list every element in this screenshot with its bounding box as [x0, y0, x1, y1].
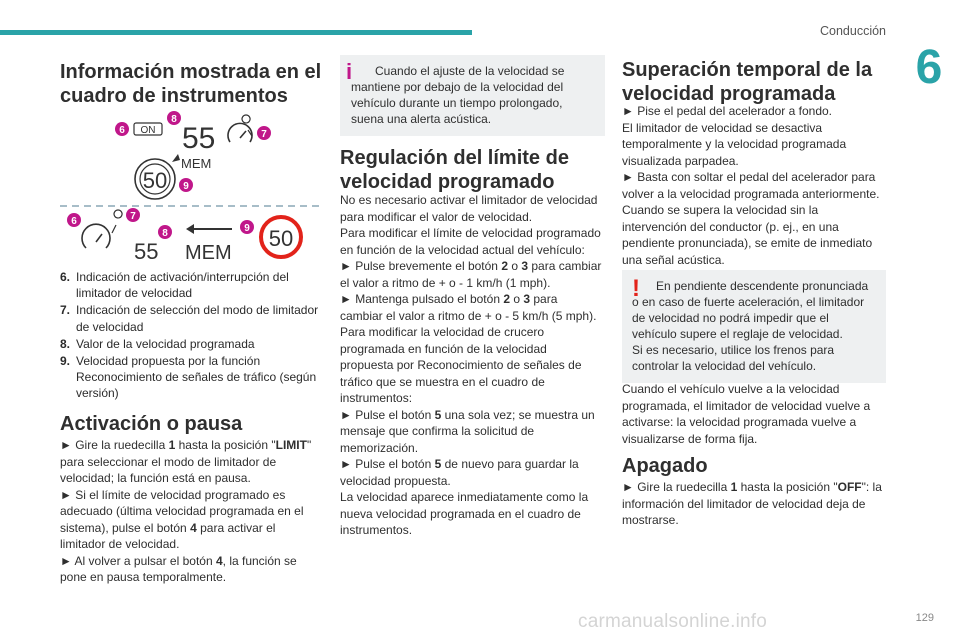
regulation-heading: Regulación del límite de velocidad programado: [340, 147, 569, 193]
callout-9-top: [179, 178, 193, 192]
arrow-icon: [186, 224, 232, 234]
paragraph: Cuando el vehículo vuelve a la velocidad programada, el limitador de velocidad vuelve a activarse: la velocidad programada vuelve a visualizarse de forma fija.: [622, 382, 871, 446]
paragraph: ► Al volver a pulsar el botón 4, la función se pone en pausa temporalmente.: [60, 553, 297, 584]
svg-text:6: 6: [119, 125, 125, 136]
svg-text:9: 9: [183, 181, 189, 192]
paragraph: ► Basta con soltar el pedal del acelerador para volver a la velocidad programada anteriormente.: [622, 170, 880, 201]
svg-text:8: 8: [162, 228, 168, 239]
instrument-diagram: [60, 106, 325, 266]
paragraph: No es necesario activar el limitador de velocidad para modificar el valor de velocidad.: [340, 193, 598, 224]
info-text: Cuando el ajuste de la velocidad se mantiene por debajo de la velocidad del vehículo durante un tiempo prolongado, suena una alerta acústica.: [351, 64, 565, 126]
override-heading: Superación temporal de la velocidad programada: [622, 59, 873, 105]
svg-text:9: 9: [244, 223, 250, 234]
paragraph: Cuando se supera la velocidad sin la intervención del conductor (p. ej., en una pendiente pronunciada), se emite de inmediato una señal acústica.: [622, 203, 873, 267]
svg-text:8: 8: [171, 114, 177, 125]
paragraph: La velocidad aparece inmediatamente como la nueva velocidad programada en el cuadro de instrumentos.: [340, 490, 589, 537]
programmed-speed-bottom: 55: [134, 239, 159, 264]
info-icon: i: [346, 59, 353, 84]
callout-8-bottom: [158, 225, 172, 239]
header-accent-bar: [0, 30, 472, 35]
paragraph: ► Pulse brevemente el botón 2 o 3 para cambiar el valor a ritmo de + o - 1 km/h (1 mph).: [340, 259, 602, 290]
activation-text: [60, 437, 322, 586]
paragraph: Para modificar la velocidad de crucero programada en función de la velocidad propuesta por Reconocimiento de señales de tráfico que se muestra en el cuadro de instrumentos:: [340, 325, 582, 405]
warning-text-2: Si es necesario, utilice los frenos para controlar la velocidad del vehículo.: [632, 343, 835, 373]
legend-list: [60, 269, 325, 403]
speedometer-icon: [228, 115, 252, 142]
override-text: [622, 103, 885, 268]
page-number: 129: [915, 612, 934, 624]
mem-label-top: MEM: [181, 156, 212, 171]
list-item: 6. Indicación de activación/interrupción del limitador de velocidad: [60, 270, 289, 301]
paragraph: ► Gire la ruedecilla 1 hasta la posición "LIMIT" para seleccionar el modo de limitador de velocidad; la función está en pausa.: [60, 438, 312, 485]
warning-box: [622, 270, 886, 383]
off-heading: Apagado: [622, 455, 708, 477]
svg-text:50: 50: [268, 226, 294, 251]
traffic-sign-top: [135, 159, 175, 199]
mem-label-bottom: MEM: [185, 242, 232, 264]
info-heading: Información mostrada en el cuadro de instrumentos: [60, 61, 322, 107]
list-item: 9. Velocidad propuesta por la función Reconocimiento de señales de tráfico (según versión): [60, 354, 317, 401]
svg-text:50: 50: [142, 168, 168, 193]
paragraph: ► Si el límite de velocidad programado es adecuado (última velocidad programada en el sistema), pulse el botón 4 para activar el limitador de velocidad.: [60, 487, 304, 551]
paragraph: ► Pise el pedal del acelerador a fondo.: [622, 104, 833, 118]
callout-7-top: [257, 126, 271, 140]
paragraph: ► Mantenga pulsado el botón 2 o 3 para cambiar el valor a ritmo de + o - 5 km/h (5 mph).: [340, 292, 597, 323]
list-item: 7. Indicación de selección del modo de limitador de velocidad: [60, 303, 319, 334]
pointer-icon: [172, 154, 180, 162]
programmed-speed-top: 55: [182, 122, 216, 155]
svg-text:7: 7: [261, 129, 267, 140]
callout-6-bottom: [67, 213, 81, 227]
paragraph: ► Pulse el botón 5 una sola vez; se muestra un mensaje que confirma la solicitud de memorización.: [340, 407, 595, 455]
warning-icon: !: [632, 275, 640, 302]
activation-heading: Activación o pausa: [60, 413, 243, 435]
callout-8-top: [167, 111, 181, 125]
speed-limit-sign: [261, 217, 301, 257]
callout-7-bottom: [126, 208, 140, 222]
paragraph: El limitador de velocidad se desactiva temporalmente y la velocidad programada visualizada parpadea.: [622, 120, 847, 168]
return-text: [622, 381, 885, 447]
section-title: Conducción: [819, 24, 886, 38]
speedometer-icon-bottom: [82, 210, 122, 248]
warning-text: En pendiente descendente pronunciada o en caso de fuerte aceleración, el limitador de velocidad no podrá impedir que el vehículo supere el reglaje de velocidad.: [632, 279, 869, 341]
on-indicator: [134, 123, 162, 136]
paragraph: ► Pulse el botón 5 de nuevo para guardar la velocidad propuesta.: [340, 457, 579, 488]
regulation-text: [340, 192, 602, 539]
svg-text:7: 7: [130, 211, 136, 222]
svg-text:ON: ON: [140, 125, 156, 136]
watermark: carmanualsonline.info: [578, 611, 768, 632]
info-box: [340, 55, 605, 136]
callout-9-bottom: [240, 220, 254, 234]
chapter-number: 6: [915, 41, 943, 94]
paragraph: Para modificar el límite de velocidad programado en función de la velocidad actual del vehículo:: [340, 226, 601, 257]
paragraph: ► Gire la ruedecilla 1 hasta la posición "OFF": la información del limitador de velocidad deja de mostrarse.: [622, 480, 882, 527]
svg-text:6: 6: [71, 216, 77, 227]
callout-6-top: [115, 122, 129, 136]
off-text: [622, 479, 885, 529]
list-item: 8. Valor de la velocidad programada: [60, 336, 255, 351]
